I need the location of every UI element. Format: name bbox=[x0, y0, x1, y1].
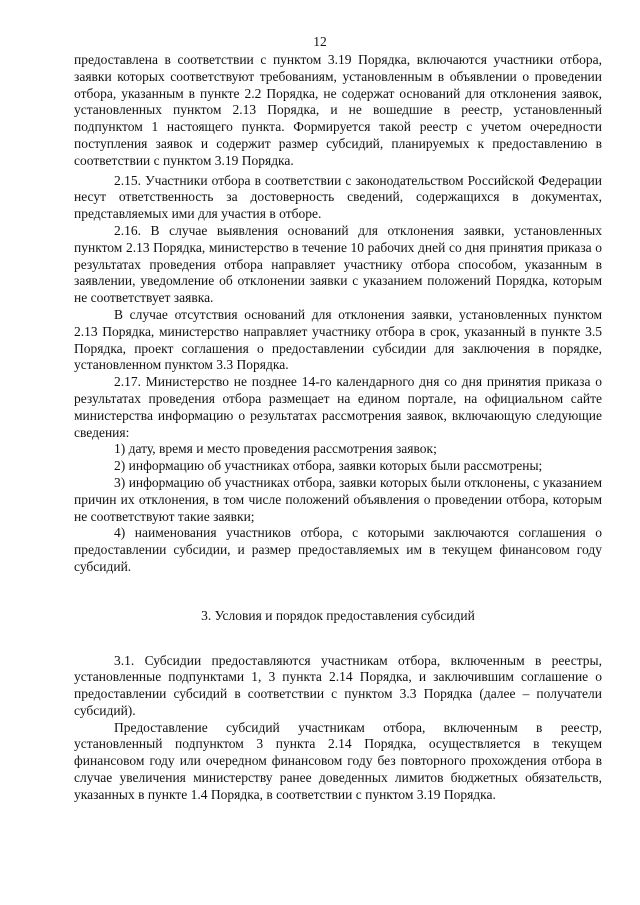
list-item-1: 1) дату, время и место проведения рассмотрения заявок; bbox=[114, 441, 437, 457]
list-item-4: 4) наименования участников отбора, с которыми заключаются соглашения о предоставлении субсидии, и размер предоставляемых им в текущем финансовом году субсидий. bbox=[74, 525, 602, 574]
paragraph-2-17: 2.17. Министерство не позднее 14-го календарного дня со дня принятия приказа о результатах проведения отбора размещает на едином портале, на официальном сайте министерства информацию о результатах рассмотрения заявок, включающую следующие сведения: bbox=[74, 374, 602, 440]
paragraph-no-grounds: В случае отсутствия оснований для отклонения заявки, установленных пунктом 2.13 Порядка, министерство направляет участнику отбора в срок, указанный в пункте 3.5 Порядка, проект соглашения о предоставлении субсидии для заключения в порядке, установленном пунктом 3.3 Порядка. bbox=[74, 306, 602, 373]
document-body bbox=[74, 52, 602, 804]
page-number: 12 bbox=[313, 34, 327, 49]
list-item-3: 3) информацию об участниках отбора, заявки которых были отклонены, с указанием причин их отклонения, в том числе положений объявления о проведении отбора, которым не соответствуют такие заявки; bbox=[74, 474, 602, 524]
paragraph-provision: Предоставление субсидий участникам отбора, включенным в реестр, установленный подпунктом 3 пункта 2.14 Порядка, осуществляется в текущем финансовом году или очередном финансовом году без повторного прохождения отбора в случае увеличения министерству ранее доведенных лимитов бюджетных обязательств, указанных в пункте 1.4 Порядка, в соответствии с пунктом 3.19 Порядка. bbox=[74, 719, 602, 802]
paragraph-3-1: 3.1. Субсидии предоставляются участникам отбора, включенным в реестры, установленные подпунктами 1, 3 пункта 2.14 Порядка, и заключившим соглашение о предоставлении субсидий в соответствии с пунктом 3.3 Порядка (далее – получатели субсидий). bbox=[74, 652, 602, 718]
paragraph-continuation: предоставлена в соответствии с пунктом 3.19 Порядка, включаются участники отбора, заявки которых соответствуют требованиям, установленным в объявлении о проведении отбора, указанным в пункте 2.2 Порядка, не содержат оснований для отклонения заявок, установленных пунктом 2.13 Порядка, и не вошедшие в реестр, установленный подпунктом 1 настоящего пункта. Формируется такой реестр с учетом очередности поступления заявок и содержит размер субсидий, планируемых к предоставлению в соответствии с пунктом 3.19 Порядка. bbox=[74, 52, 602, 168]
list-item-2: 2) информацию об участниках отбора, заявки которых были рассмотрены; bbox=[114, 458, 543, 474]
paragraph-2-15: 2.15. Участники отбора в соответствии с законодательством Российской Федерации несут ответственность за достоверность сведений, содержащихся в документах, представляемых ими для участия в отборе. bbox=[74, 172, 602, 222]
paragraph-2-16: 2.16. В случае выявления оснований для отклонения заявки, установленных пунктом 2.13 Порядка, министерство в течение 10 рабочих дней со дня принятия приказа о результатах проведения отбора направляет участнику отбора способом, указанным в заявлении, уведомление об отклонении заявки с указанием положений Порядка, которым не соответствует заявка. bbox=[74, 222, 602, 306]
section-heading: 3. Условия и порядок предоставления субсидий bbox=[201, 607, 475, 623]
